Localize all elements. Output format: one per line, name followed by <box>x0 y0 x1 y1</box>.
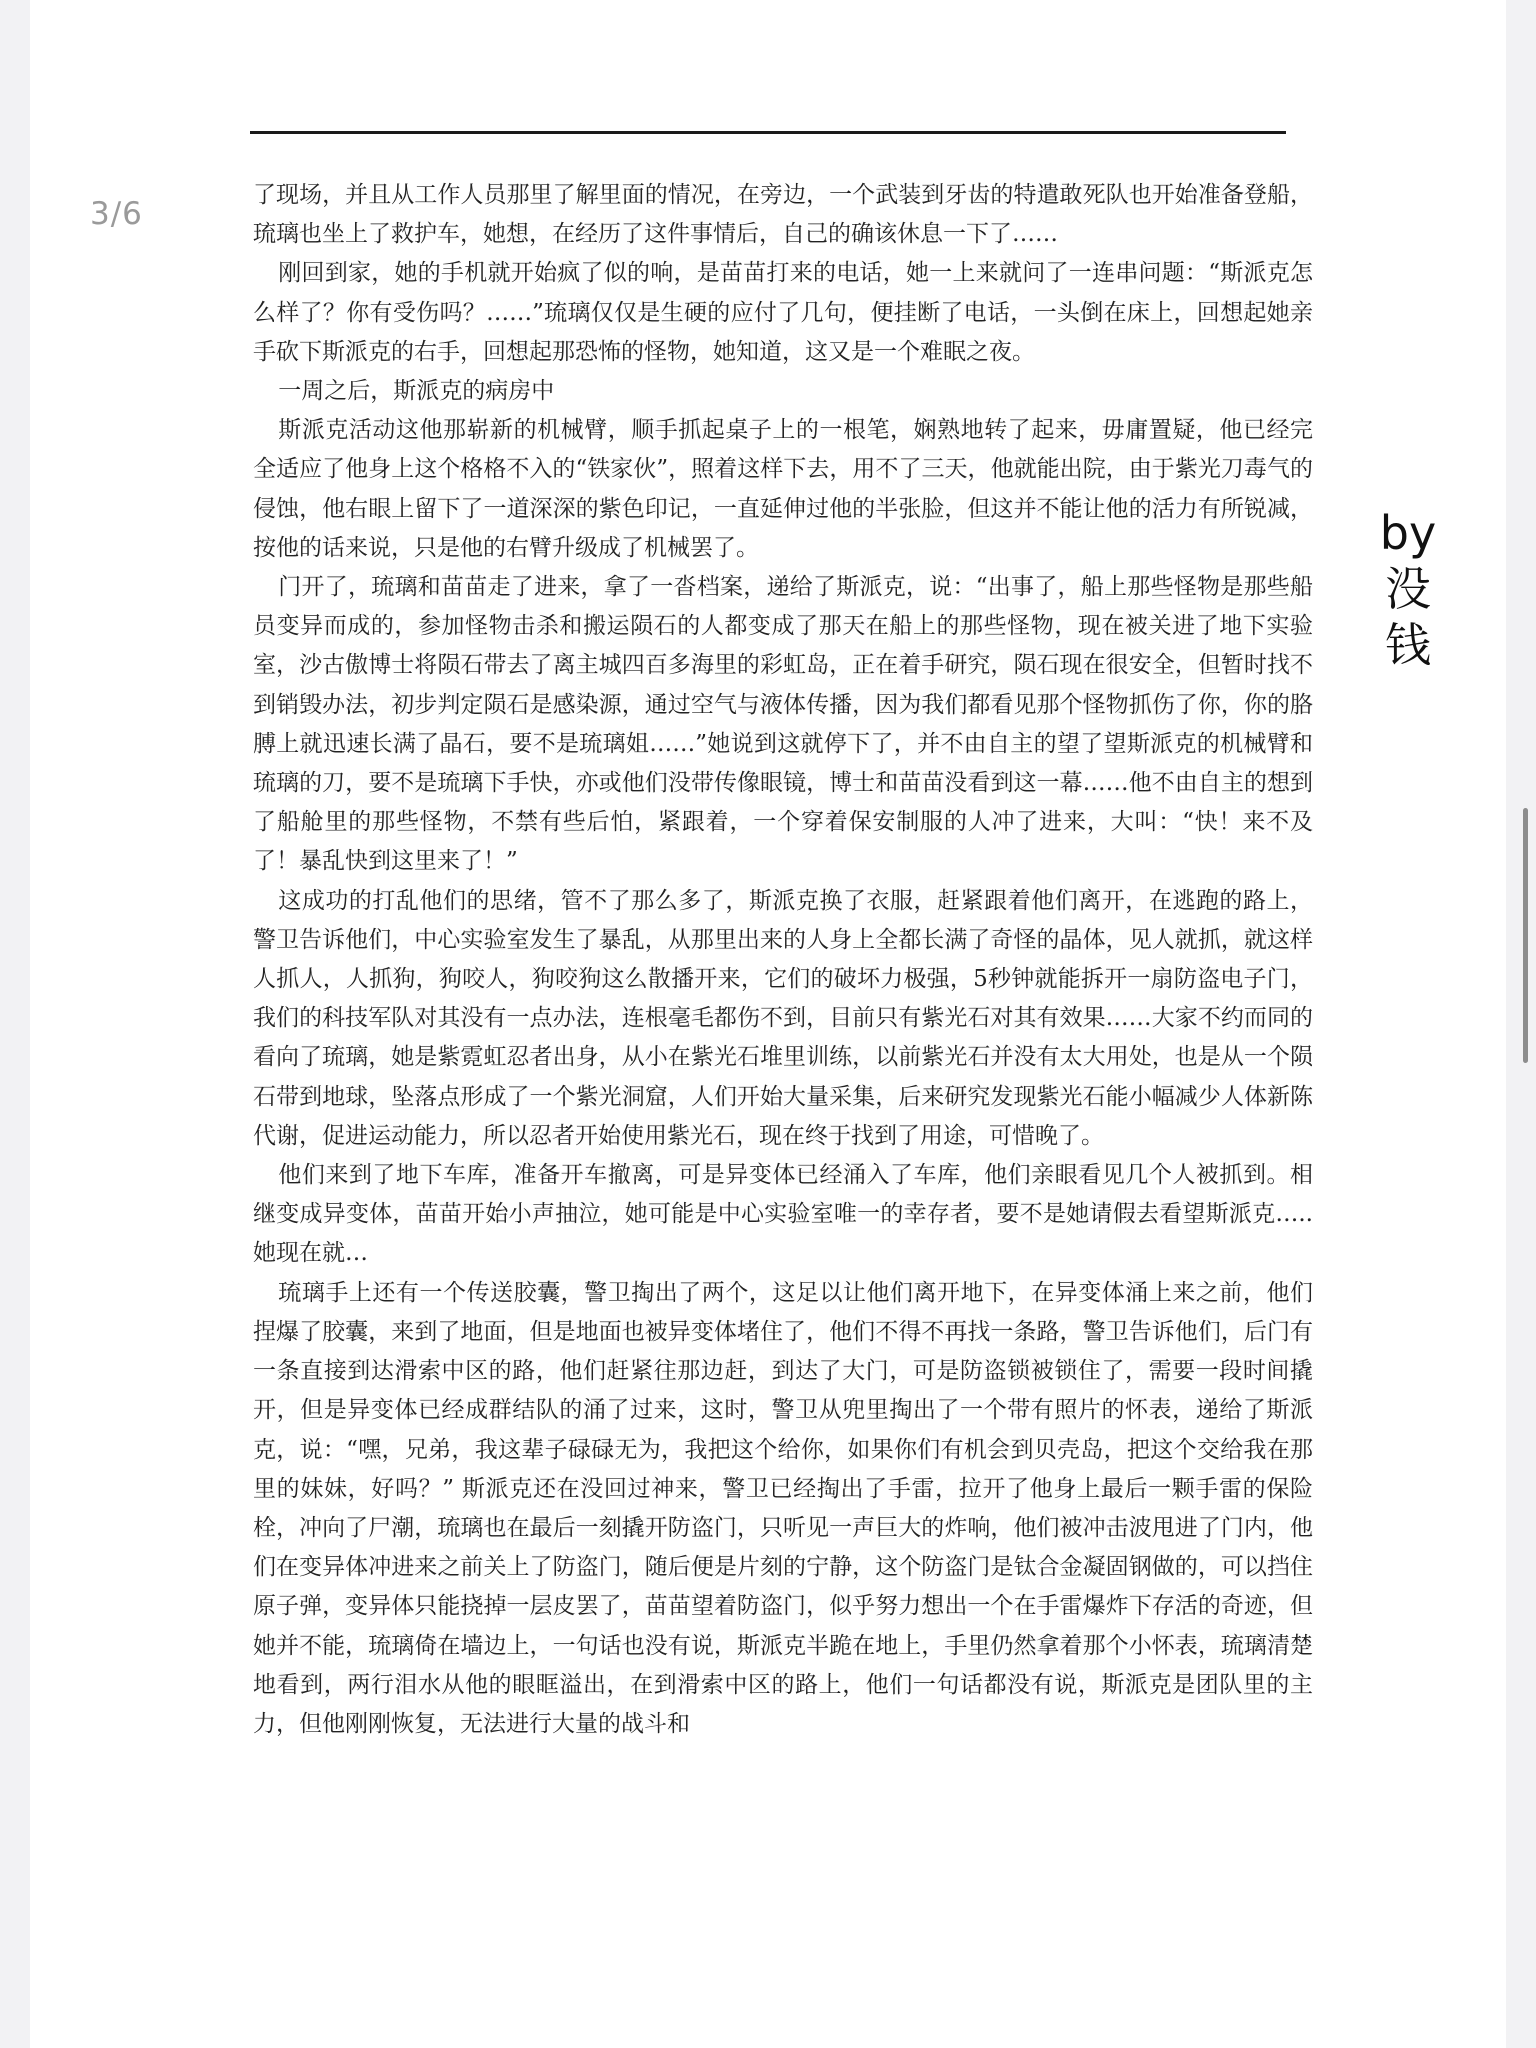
document-page <box>30 0 1506 2048</box>
page-number-indicator: 3/6 <box>90 196 143 232</box>
author-note <box>1348 505 1468 673</box>
body-text <box>253 176 1313 1744</box>
header-rule <box>250 131 1286 134</box>
paragraph: 琉璃手上还有一个传送胶囊，警卫掏出了两个，这足以让他们离开地下，在异变体涌上来之前，他们捏爆了胶囊，来到了地面，但是地面也被异变体堵住了，他们不得不再找一条路，警卫告诉他们，后门有一条直接到达滑索中区的路，他们赶紧往那边赶，到达了大门，可是防盗锁被锁住了，需要一段时间撬开，但是异变体已经成群结队的涌了过来，这时，警卫从兜里掏出了一个带有照片的怀表，递给了斯派克，说：“嘿，兄弟，我这辈子碌碌无为，我把这个给你，如果你们有机会到贝壳岛，把这个交给我在那里的妹妹，好吗？” 斯派克还在没回过神来，警卫已经掏出了手雷，拉开了他身上最后一颗手雷的保险栓，冲向了尸潮，琉璃也在最后一刻撬开防盗门，只听见一声巨大的炸响，他们被冲击波甩进了门内，他们在变异体冲进来之前关上了防盗门，随后便是片刻的宁静，这个防盗门是钛合金凝固钢做的，可以挡住原子弹，变异体只能挠掉一层皮罢了，苗苗望着防盗门，似乎努力想出一个在手雷爆炸下存活的奇迹，但她并不能，琉璃倚在墙边上，一句话也没有说，斯派克半跪在地上，手里仍然拿着那个小怀表，琉璃清楚地看到，两行泪水从他的眼眶溢出，在到滑索中区的路上，他们一句话都没有说，斯派克是团队里的主力，但他刚刚恢复，无法进行大量的战斗和 <box>253 1279 1313 1737</box>
paragraph: 一周之后，斯派克的病房中 <box>278 378 555 405</box>
scrollbar-thumb[interactable] <box>1523 808 1528 1063</box>
paragraph: 斯派克活动这他那崭新的机械臂，顺手抓起桌子上的一根笔，娴熟地转了起来，毋庸置疑，他已经完全适应了他身上这个格格不入的“铁家伙”，照着这样下去，用不了三天，他就能出院，由于紫光刀毒气的侵蚀，他右眼上留下了一道深深的紫色印记，一直延伸过他的半张脸，但这并不能让他的活力有所锐减，按他的话来说，只是他的右臂升级成了机械罢了。 <box>253 417 1313 561</box>
author-note-line-3: 钱 <box>1385 618 1431 672</box>
paragraph: 他们来到了地下车库，准备开车撤离，可是异变体已经涌入了车库，他们亲眼看见几个人被抓到。相继变成异变体，苗苗开始小声抽泣，她可能是中心实验室唯一的幸存者，要不是她请假去看望斯派克…..她现在就… <box>253 1162 1313 1267</box>
paragraph: 这成功的打乱他们的思绪，管不了那么多了，斯派克换了衣服，赶紧跟着他们离开，在逃跑的路上，警卫告诉他们，中心实验室发生了暴乱，从那里出来的人身上全都长满了奇怪的晶体，见人就抓，就这样人抓人，人抓狗，狗咬人，狗咬狗这么散播开来，它们的破坏力极强，5秒钟就能拆开一扇防盗电子门，我们的科技军队对其没有一点办法，连根毫毛都伤不到，目前只有紫光石对其有效果……大家不约而同的看向了琉璃，她是紫霓虹忍者出身，从小在紫光石堆里训练，以前紫光石并没有太大用处，也是从一个陨石带到地球，坠落点形成了一个紫光洞窟，人们开始大量采集，后来研究发现紫光石能小幅减少人体新陈代谢，促进运动能力，所以忍者开始使用紫光石，现在终于找到了用途，可惜晚了。 <box>253 887 1313 1149</box>
author-note-line-2: 没 <box>1385 562 1431 616</box>
paragraph: 门开了，琉璃和苗苗走了进来，拿了一沓档案，递给了斯派克，说：“出事了，船上那些怪物是那些船员变异而成的，参加怪物击杀和搬运陨石的人都变成了那天在船上的那些怪物，现在被关进了地下实验室，沙古傲博士将陨石带去了离主城四百多海里的彩虹岛，正在着手研究，陨石现在很安全，但暂时找不到销毁办法，初步判定陨石是感染源，通过空气与液体传播，因为我们都看见那个怪物抓伤了你，你的胳膊上就迅速长满了晶石，要不是琉璃姐……”她说到这就停下了，并不由自主的望了望斯派克的机械臂和琉璃的刀，要不是琉璃下手快，亦或他们没带传像眼镜，博士和苗苗没看到这一幕……他不由自主的想到了船舱里的那些怪物，不禁有些后怕，紧跟着，一个穿着保安制服的人冲了进来，大叫：“快！来不及了！暴乱快到这里来了！” <box>253 574 1313 875</box>
author-note-line-1: by <box>1379 506 1437 560</box>
paragraph: 了现场，并且从工作人员那里了解里面的情况，在旁边，一个武装到牙齿的特遣敢死队也开始准备登船，琉璃也坐上了救护车，她想，在经历了这件事情后，自己的确该休息一下了…… <box>253 182 1313 248</box>
paragraph: 刚回到家，她的手机就开始疯了似的响，是苗苗打来的电话，她一上来就问了一连串问题：“斯派克怎么样了？你有受伤吗？……”琉璃仅仅是生硬的应付了几句，便挂断了电话，一头倒在床上，回想起她亲手砍下斯派克的右手，回想起那恐怖的怪物，她知道，这又是一个难眠之夜。 <box>253 260 1313 365</box>
